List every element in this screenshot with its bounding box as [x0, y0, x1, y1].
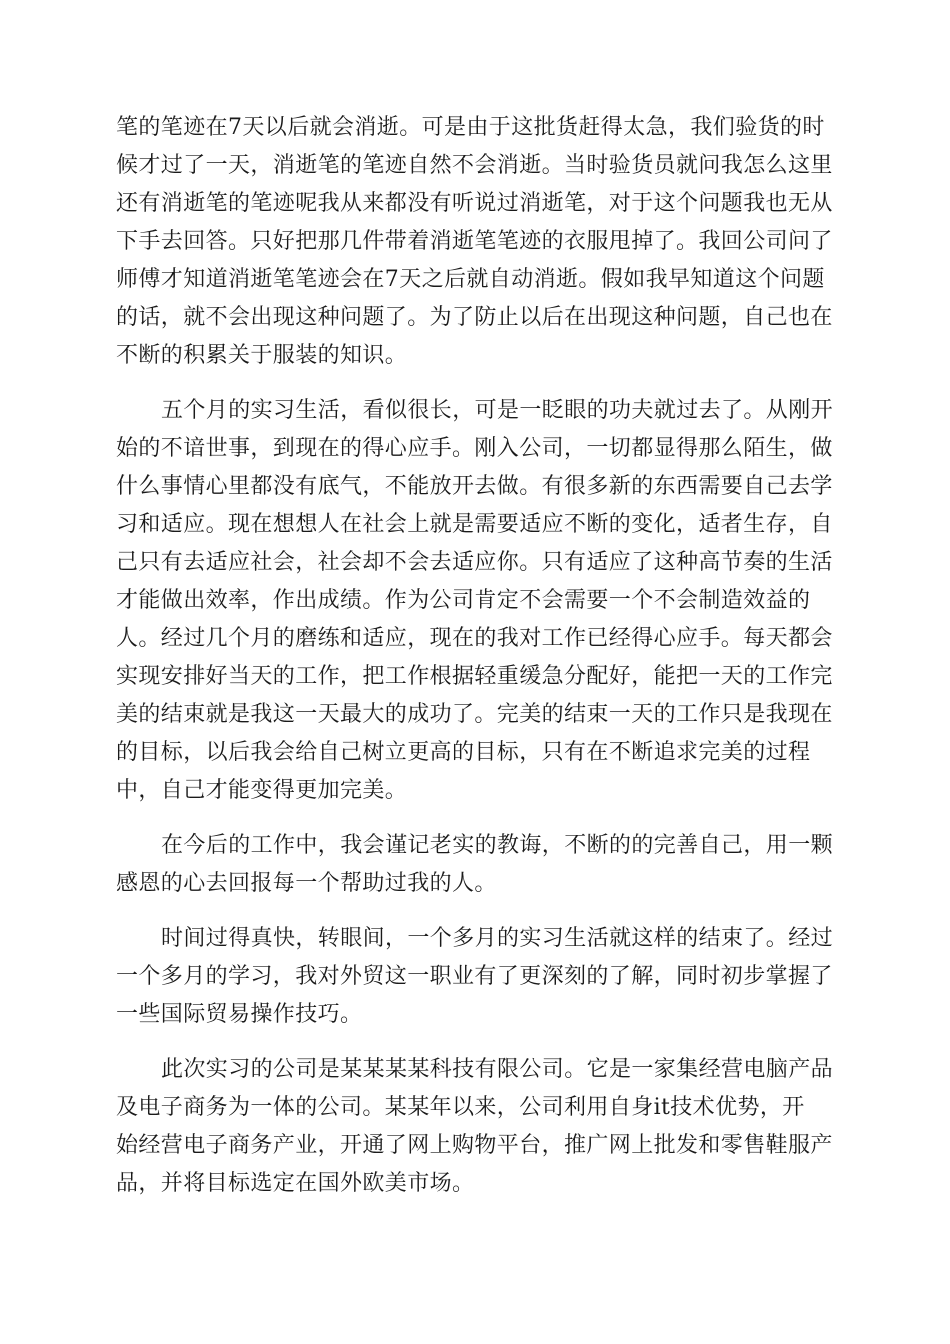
paragraph-spacer [116, 1034, 832, 1051]
text-line: 品，并将目标选定在国外欧美市场。 [116, 1171, 475, 1196]
text-line: 习和适应。现在想想人在社会上就是需要适应不断的变化，适者生存，自 [116, 512, 833, 537]
text-line: 始的不谙世事，到现在的得心应手。刚入公司，一切都显得那么陌生，做 [116, 436, 833, 461]
text-line: 及电子商务为一体的公司。某某年以来，公司利用自身it技术优势，开 [116, 1095, 805, 1120]
text-line: 师傅才知道消逝笔笔迹会在7天之后就自动消逝。假如我早知道这个问题 [116, 267, 825, 292]
text-line: 中，自己才能变得更加完美。 [116, 778, 408, 803]
text-line: 此次实习的公司是某某某某科技有限公司。它是一家集经营电脑产品 [161, 1057, 834, 1082]
text-line: 的话，就不会出现这种问题了。为了防止以后在出现这种问题，自己也在 [116, 305, 833, 330]
text-line: 感恩的心去回报每一个帮助过我的人。 [116, 871, 497, 896]
text-line: 什么事情心里都没有底气，不能放开去做。有很多新的东西需要自己去学 [116, 474, 833, 499]
text-line: 的目标，以后我会给自己树立更高的目标，只有在不断追求完美的过程 [116, 740, 811, 765]
paragraph-4 [116, 920, 832, 1034]
text-line: 笔的笔迹在7天以后就会消逝。可是由于这批货赶得太急，我们验货的时 [116, 115, 825, 140]
text-line: 下手去回答。只好把那几件带着消逝笔笔迹的衣服甩掉了。我回公司问了 [116, 229, 833, 254]
text-line: 始经营电子商务产业，开通了网上购物平台，推广网上批发和零售鞋服产 [116, 1133, 833, 1158]
text-line: 一个多月的学习，我对外贸这一职业有了更深刻的了解，同时初步掌握了 [116, 964, 833, 989]
text-line: 己只有去适应社会，社会却不会去适应你。只有适应了这种高节奏的生活 [116, 550, 833, 575]
text-line: 不断的积累关于服装的知识。 [116, 343, 408, 368]
text-line: 一些国际贸易操作技巧。 [116, 1002, 363, 1027]
text-line: 五个月的实习生活，看似很长，可是一眨眼的功夫就过去了。从刚开 [161, 398, 834, 423]
text-line: 实现安排好当天的工作，把工作根据轻重缓急分配好，能把一天的工作完 [116, 664, 833, 689]
paragraph-spacer [116, 375, 832, 392]
document-body [116, 109, 832, 1203]
text-line: 还有消逝笔的笔迹呢我从来都没有听说过消逝笔，对于这个问题我也无从 [116, 191, 833, 216]
paragraph-1 [116, 109, 832, 375]
paragraph-2 [116, 392, 832, 810]
text-line: 人。经过几个月的磨练和适应，现在的我对工作已经得心应手。每天都会 [116, 626, 833, 651]
paragraph-5 [116, 1051, 832, 1203]
text-line: 才能做出效率，作出成绩。作为公司肯定不会需要一个不会制造效益的 [116, 588, 811, 613]
text-line: 候才过了一天，消逝笔的笔迹自然不会消逝。当时验货员就问我怎么这里 [116, 153, 833, 178]
text-line: 美的结束就是我这一天最大的成功了。完美的结束一天的工作只是我现在 [116, 702, 833, 727]
paragraph-spacer [116, 810, 832, 827]
paragraph-3 [116, 827, 832, 903]
paragraph-spacer [116, 903, 832, 920]
text-line: 在今后的工作中，我会谨记老实的教诲，不断的的完善自己，用一颗 [161, 833, 834, 858]
text-line: 时间过得真快，转眼间，一个多月的实习生活就这样的结束了。经过 [161, 926, 834, 951]
